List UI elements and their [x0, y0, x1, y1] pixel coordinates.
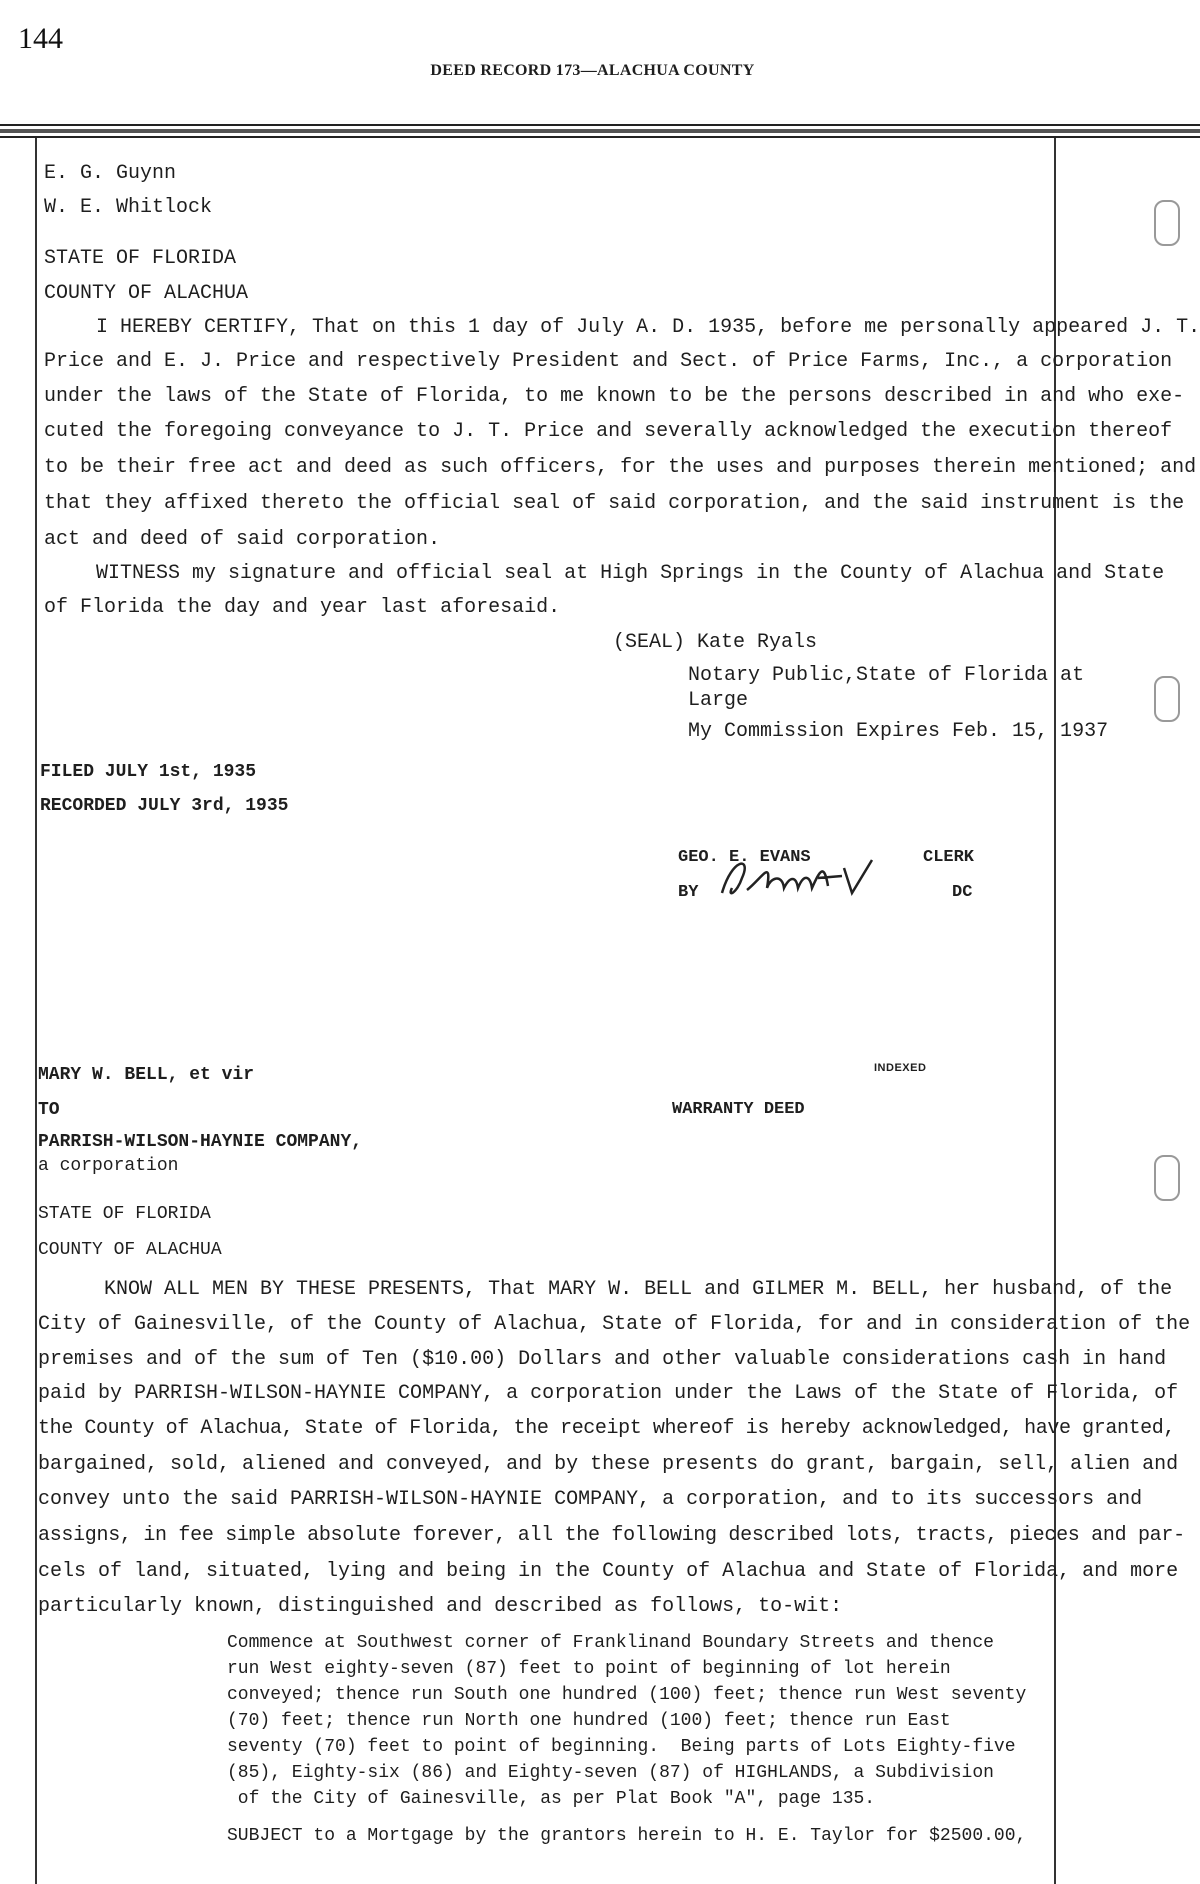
- deed-body-line: City of Gainesville, of the County of Alachua, State of Florida, for and in consideration of the: [38, 1313, 1191, 1336]
- deed-body-line: assigns, in fee simple absolute forever, all the following described lots, tracts, pieces and par-: [38, 1524, 1185, 1547]
- witness-line: of Florida the day and year last aforesaid.: [44, 596, 561, 619]
- deed-body-line: the County of Alachua, State of Florida, the receipt whereof is hereby acknowledged, have granted,: [38, 1417, 1175, 1440]
- mortgage-clause: SUBJECT to a Mortgage by the grantors herein to H. E. Taylor for $2500.00,: [227, 1826, 1027, 1846]
- page-title: DEED RECORD 173—ALACHUA COUNTY: [430, 62, 755, 79]
- grantor-name: MARY W. BELL, et vir: [38, 1065, 255, 1085]
- dc-label: DC: [952, 883, 973, 902]
- header-rule-top: [0, 124, 1200, 126]
- certify-line: I HEREBY CERTIFY, That on this 1 day of July A. D. 1935, before me personally appeared J. T.: [96, 316, 1200, 339]
- witness-name: E. G. Guynn: [44, 162, 177, 185]
- legal-description-line: of the City of Gainesville, as per Plat Book "A", page 135.: [227, 1789, 876, 1809]
- certify-line: cuted the foregoing conveyance to J. T. Price and severally acknowledged the execution thereof: [44, 420, 1173, 443]
- legal-description-line: Commence at Southwest corner of Franklinand Boundary Streets and thence: [227, 1633, 994, 1653]
- grantee-type: a corporation: [38, 1156, 179, 1176]
- header-rule-bottom: [0, 136, 1200, 138]
- by-label: BY: [678, 883, 699, 902]
- clerk-name: GEO. E. EVANS: [678, 848, 811, 867]
- legal-description-line: seventy (70) feet to point of beginning. Being parts of Lots Eighty-five: [227, 1737, 1016, 1757]
- binder-hole-mark: [1154, 676, 1180, 722]
- certify-line: under the laws of the State of Florida, to me known to be the persons described in and who exe-: [44, 385, 1185, 408]
- to-label: TO: [38, 1100, 60, 1120]
- witness-name: W. E. Whitlock: [44, 196, 213, 219]
- deed-body-line: cels of land, situated, lying and being in the County of Alachua and State of Florida, and more: [38, 1560, 1179, 1583]
- deputy-clerk-signature: [712, 848, 897, 908]
- legal-description-line: (70) feet; thence run North one hundred (100) feet; thence run East: [227, 1711, 951, 1731]
- page-number: 144: [18, 22, 63, 55]
- legal-description-line: (85), Eighty-six (86) and Eighty-seven (87) of HIGHLANDS, a Subdivision: [227, 1763, 994, 1783]
- notary-title: Notary Public,State of Florida at: [688, 664, 1085, 687]
- state-heading: STATE OF FLORIDA: [38, 1204, 211, 1224]
- county-heading: COUNTY OF ALACHUA: [44, 282, 249, 305]
- commission-expiry: My Commission Expires Feb. 15, 1937: [688, 720, 1109, 743]
- deed-body-line: KNOW ALL MEN BY THESE PRESENTS, That MARY W. BELL and GILMER M. BELL, her husband, of the: [104, 1278, 1173, 1301]
- legal-description-line: conveyed; thence run South one hundred (100) feet; thence run West seventy: [227, 1685, 1027, 1705]
- deed-body-line: bargained, sold, aliened and conveyed, and by these presents do grant, bargain, sell, alien and: [38, 1453, 1179, 1476]
- seal-signature: (SEAL) Kate Ryals: [613, 631, 818, 654]
- clerk-title: CLERK: [923, 848, 975, 867]
- filed-date: FILED JULY 1st, 1935: [40, 762, 257, 782]
- indexed-stamp: INDEXED: [874, 1062, 927, 1074]
- county-heading: COUNTY OF ALACHUA: [38, 1240, 222, 1260]
- deed-body-line: paid by PARRISH-WILSON-HAYNIE COMPANY, a corporation under the Laws of the State of Florida, of: [38, 1382, 1179, 1405]
- certify-line: to be their free act and deed as such officers, for the uses and purposes therein mentioned; and: [44, 456, 1197, 479]
- grantee-name: PARRISH-WILSON-HAYNIE COMPANY,: [38, 1132, 363, 1152]
- binder-hole-mark: [1154, 200, 1180, 246]
- recorded-date: RECORDED JULY 3rd, 1935: [40, 796, 289, 816]
- deed-body-line: convey unto the said PARRISH-WILSON-HAYNIE COMPANY, a corporation, and to its successors and: [38, 1488, 1143, 1511]
- state-heading: STATE OF FLORIDA: [44, 247, 237, 270]
- left-margin-line: [35, 138, 37, 1884]
- legal-description-line: run West eighty-seven (87) feet to point of beginning of lot herein: [227, 1659, 951, 1679]
- header-rule-middle: [0, 129, 1200, 133]
- witness-line: WITNESS my signature and official seal at High Springs in the County of Alachua and State: [96, 562, 1165, 585]
- deed-body-line: particularly known, distinguished and described as follows, to-wit:: [38, 1595, 843, 1618]
- notary-title-cont: Large: [688, 689, 749, 712]
- certify-line: act and deed of said corporation.: [44, 528, 441, 551]
- deed-body-line: premises and of the sum of Ten ($10.00) Dollars and other valuable considerations cash in hand: [38, 1348, 1167, 1371]
- binder-hole-mark: [1154, 1155, 1180, 1201]
- deed-type: WARRANTY DEED: [672, 1100, 805, 1119]
- certify-line: Price and E. J. Price and respectively President and Sect. of Price Farms, Inc., a corporation: [44, 350, 1173, 373]
- certify-line: that they affixed thereto the official seal of said corporation, and the said instrument is the: [44, 492, 1185, 515]
